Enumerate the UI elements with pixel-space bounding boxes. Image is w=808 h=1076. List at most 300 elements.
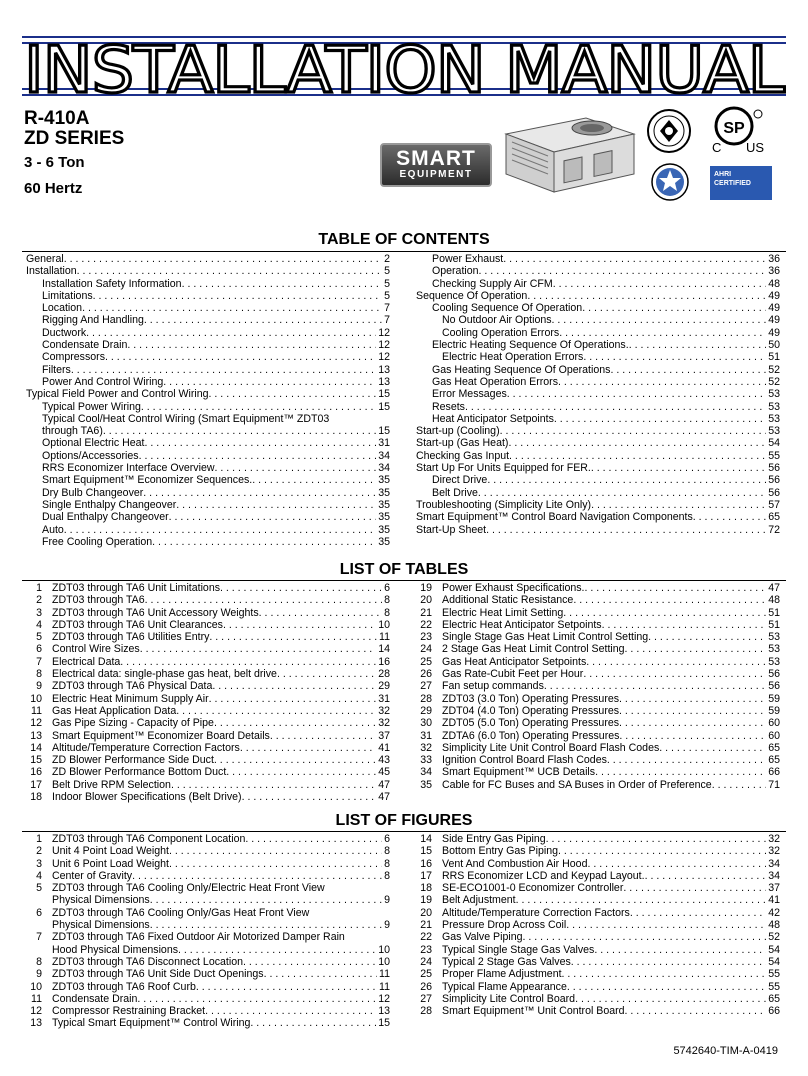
toc-entry-title: through TA6): [42, 425, 103, 438]
figure-page: 11: [379, 980, 390, 993]
table-page: 53: [768, 643, 780, 656]
dot-leader: [64, 524, 376, 536]
table-entry[interactable]: [26, 693, 390, 705]
figure-title: Typical Smart Equipment™ Control Wiring: [52, 1017, 251, 1030]
toc-entry-page: 13: [378, 375, 390, 388]
figure-title: Vent And Combustion Air Hood: [442, 857, 588, 870]
toc-entry-title: Gas Heating Sequence Of Operations: [432, 363, 611, 376]
toc-entry[interactable]: [26, 351, 390, 363]
dot-leader: [575, 993, 766, 1005]
table-title: ZDT03 through TA6 Unit Limitations: [52, 582, 221, 594]
toc-entry-page: 35: [378, 474, 390, 487]
table-entry[interactable]: [416, 693, 780, 705]
toc-entry[interactable]: [26, 511, 390, 523]
toc-entry[interactable]: [416, 376, 780, 388]
dot-leader: [619, 693, 766, 705]
figure-title: Condensate Drain: [52, 992, 138, 1005]
toc-entry[interactable]: [26, 278, 390, 290]
figure-entry[interactable]: [416, 833, 780, 845]
dot-leader: [594, 944, 766, 956]
toc-left-column: [26, 253, 390, 548]
dot-leader: [196, 981, 377, 993]
toc-entry-page: 7: [384, 314, 390, 327]
toc-entry-title: Ductwork: [42, 326, 87, 339]
toc-entry-title: RRS Economizer Interface Overview: [42, 462, 215, 475]
figure-entry[interactable]: [26, 833, 390, 845]
table-entry[interactable]: [416, 754, 780, 766]
table-title: Electric Heat Minimum Supply Air: [52, 692, 209, 705]
figure-title: Proper Flame Adjustment: [442, 968, 562, 981]
toc-entry[interactable]: [416, 401, 780, 413]
figure-number: 5: [36, 882, 42, 895]
toc-entry-title: Heat Anticipator Setpoints: [432, 412, 554, 425]
figure-page: 42: [768, 906, 780, 919]
figure-title: Unit 6 Point Load Weight: [52, 857, 169, 870]
table-page: 59: [768, 692, 780, 705]
toc-entry-page: 50: [768, 339, 780, 352]
dot-leader: [250, 1017, 376, 1029]
dot-leader: [503, 253, 766, 265]
table-title: Smart Equipment™ Economizer Board Details: [52, 729, 270, 742]
table-entry[interactable]: [26, 619, 390, 631]
toc-entry-page: 48: [768, 277, 780, 290]
table-page: 59: [768, 704, 780, 717]
toc-entry[interactable]: [416, 511, 780, 523]
dot-leader: [610, 364, 766, 376]
toc-entry-title: Limitations: [42, 289, 93, 302]
table-entry[interactable]: [26, 594, 390, 606]
toc-entry-page: 35: [378, 498, 390, 511]
dot-leader: [659, 742, 766, 754]
dot-leader: [325, 882, 388, 894]
dot-leader: [345, 931, 388, 943]
toc-entry-title: Cooling Sequence Of Operation: [432, 302, 583, 315]
table-number: 15: [30, 754, 42, 767]
toc-entry-page: 15: [378, 400, 390, 413]
toc-entry-title: Electric Heating Sequence Of Operations.: [432, 339, 629, 352]
figure-entry[interactable]: [26, 894, 390, 906]
document-number: 5742640-TIM-A-0419: [673, 1045, 778, 1057]
table-page: 31: [378, 692, 390, 705]
table-entry[interactable]: [26, 631, 390, 643]
dot-leader: [137, 993, 376, 1005]
table-entry[interactable]: [416, 705, 780, 717]
figure-number: 8: [36, 955, 42, 968]
figures-heading: LIST OF FIGURES: [335, 812, 473, 829]
toc-entry[interactable]: [416, 462, 780, 474]
figure-title: Bottom Entry Gas Piping: [442, 845, 558, 858]
dot-leader: [215, 462, 377, 474]
figure-title: Unit 4 Point Load Weight: [52, 845, 169, 858]
table-entry[interactable]: [416, 730, 780, 742]
table-entry[interactable]: [26, 742, 390, 754]
dot-leader: [625, 1005, 767, 1017]
figure-entry[interactable]: [416, 956, 780, 968]
ahri-certified-logo: AHRI CERTIFIED: [710, 166, 772, 200]
figure-title: Typical Single Stage Gas Valves: [442, 943, 595, 956]
table-entry[interactable]: [26, 717, 390, 729]
dot-leader: [140, 643, 376, 655]
table-title: Power Exhaust Specifications.: [442, 582, 585, 594]
toc-entry[interactable]: [416, 327, 780, 339]
figure-entry[interactable]: [416, 882, 780, 894]
dot-leader: [583, 668, 766, 680]
toc-entry[interactable]: [26, 265, 390, 277]
dot-leader: [169, 511, 377, 523]
toc-entry[interactable]: [416, 339, 780, 351]
toc-entry[interactable]: [26, 524, 390, 536]
figure-entry[interactable]: [26, 919, 390, 931]
toc-entry[interactable]: [26, 536, 390, 548]
toc-entry[interactable]: [26, 425, 390, 437]
dot-leader: [243, 956, 376, 968]
figure-entry[interactable]: [26, 882, 390, 894]
figure-number: 15: [420, 845, 432, 858]
table-number: 29: [420, 704, 432, 717]
figure-entry[interactable]: [26, 981, 390, 993]
table-title: Electric Heat Limit Setting: [442, 606, 564, 619]
table-title: Altitude/Temperature Correction Factors: [52, 741, 240, 754]
toc-entry-title: Condensate Drain: [42, 339, 128, 352]
dot-leader: [93, 290, 382, 302]
figure-page: 41: [768, 894, 780, 907]
figure-page: 37: [768, 882, 780, 895]
dot-leader: [595, 766, 766, 778]
table-title: Gas Heat Application Data: [52, 704, 177, 717]
figure-entry[interactable]: [416, 981, 780, 993]
table-entry[interactable]: [416, 680, 780, 692]
table-title: Control Wire Sizes: [52, 643, 140, 656]
figure-page: 66: [768, 1005, 780, 1018]
toc-entry[interactable]: [26, 376, 390, 388]
dot-leader: [220, 582, 382, 594]
toc-entry-page: 35: [378, 535, 390, 548]
toc-entry-title: Operation: [432, 265, 479, 278]
table-entry[interactable]: [26, 607, 390, 619]
dot-leader: [176, 499, 376, 511]
figure-page: 48: [768, 919, 780, 932]
figure-number: [26, 944, 42, 956]
toc-entry[interactable]: [416, 314, 780, 326]
figure-title: Compressor Restraining Bracket: [52, 1005, 206, 1018]
table-number: 17: [30, 778, 42, 791]
table-entry[interactable]: [416, 766, 780, 778]
figure-entry[interactable]: [416, 993, 780, 1005]
figure-page: 65: [768, 992, 780, 1005]
csa-us-label: US: [746, 140, 765, 155]
figure-number: 4: [36, 869, 42, 882]
figure-entry[interactable]: [416, 944, 780, 956]
table-entry[interactable]: [26, 766, 390, 778]
figure-number: 21: [420, 919, 432, 932]
tables-rule: [22, 580, 786, 581]
table-title: Electric Heat Anticipator Setpoints: [442, 618, 602, 631]
table-page: 53: [768, 655, 780, 668]
figure-page: 52: [768, 931, 780, 944]
toc-entry[interactable]: [26, 388, 390, 400]
table-entry[interactable]: [416, 779, 780, 791]
table-title: Gas Heat Anticipator Setpoints: [442, 655, 587, 668]
table-title: 2 Stage Gas Heat Limit Control Setting: [442, 643, 625, 656]
toc-entry-page: 49: [768, 314, 780, 327]
dot-leader: [712, 779, 767, 791]
figure-number: 25: [420, 968, 432, 981]
toc-entry[interactable]: [26, 253, 390, 265]
table-entry[interactable]: [26, 779, 390, 791]
dot-leader: [554, 413, 766, 425]
toc-entry[interactable]: [26, 302, 390, 314]
table-number: 6: [36, 643, 42, 656]
figure-page: 11: [379, 968, 390, 981]
figure-entry[interactable]: [416, 894, 780, 906]
toc-entry[interactable]: [416, 290, 780, 302]
design-certified-star-icon: [650, 160, 690, 204]
toc-entry-page: 5: [384, 289, 390, 302]
figure-page: [388, 907, 390, 919]
table-page: 41: [378, 741, 390, 754]
table-entry[interactable]: [26, 643, 390, 655]
figure-page: 9: [384, 894, 390, 907]
tables-right-column: [416, 582, 780, 791]
toc-entry[interactable]: [26, 487, 390, 499]
toc-entry[interactable]: [416, 364, 780, 376]
table-title: Single Stage Gas Heat Limit Control Setting: [442, 631, 649, 644]
table-page: 60: [768, 717, 780, 730]
dot-leader: [139, 450, 377, 462]
toc-entry[interactable]: [26, 327, 390, 339]
dot-leader: [143, 487, 376, 499]
toc-entry-title: Troubleshooting (Simplicity Lite Only): [416, 498, 592, 511]
toc-entry[interactable]: [416, 253, 780, 265]
table-entry[interactable]: [416, 643, 780, 655]
table-entry[interactable]: [26, 705, 390, 717]
figure-entry[interactable]: [26, 993, 390, 1005]
dot-leader: [619, 717, 766, 729]
table-entry[interactable]: [26, 668, 390, 680]
dot-leader: [214, 754, 376, 766]
svg-text:INSTALLATION MANUAL: INSTALLATION MANUAL: [24, 34, 786, 104]
figure-page: 55: [768, 980, 780, 993]
table-entry[interactable]: [26, 754, 390, 766]
figure-title: ZDT03 through TA6 Component Location: [52, 833, 246, 845]
figure-entry[interactable]: [26, 1017, 390, 1029]
toc-entry[interactable]: [416, 437, 780, 449]
toc-entry[interactable]: [26, 437, 390, 449]
dot-leader: [270, 730, 376, 742]
table-entry[interactable]: [416, 619, 780, 631]
toc-entry-page: 31: [378, 437, 390, 450]
toc-entry-page: 55: [768, 449, 780, 462]
figure-entry[interactable]: [416, 907, 780, 919]
figure-number: 18: [420, 882, 432, 895]
dot-leader: [309, 907, 388, 919]
toc-entry-page: 7: [384, 302, 390, 315]
figure-entry[interactable]: [416, 968, 780, 980]
table-entry[interactable]: [416, 594, 780, 606]
figure-number: 27: [420, 992, 432, 1005]
dot-leader: [587, 858, 766, 870]
table-entry[interactable]: [26, 582, 390, 594]
figure-entry[interactable]: [416, 870, 780, 882]
toc-entry[interactable]: [26, 290, 390, 302]
figure-page: 32: [768, 845, 780, 858]
toc-entry-title: Compressors: [42, 351, 105, 364]
toc-entry[interactable]: [416, 388, 780, 400]
figure-number: 3: [36, 857, 42, 870]
figure-entry[interactable]: [26, 845, 390, 857]
dot-leader: [182, 278, 383, 290]
figure-entry[interactable]: [26, 944, 390, 956]
toc-entry[interactable]: [416, 487, 780, 499]
table-entry[interactable]: [416, 656, 780, 668]
dot-leader: [559, 327, 766, 339]
table-entry[interactable]: [416, 717, 780, 729]
figure-entry[interactable]: [26, 858, 390, 870]
figure-number: 22: [420, 931, 432, 944]
table-number: 34: [420, 766, 432, 779]
dot-leader: [571, 956, 766, 968]
toc-entry[interactable]: [416, 302, 780, 314]
dot-leader: [558, 845, 766, 857]
dot-leader: [240, 742, 376, 754]
refrigerant-label: R-410A: [24, 108, 90, 129]
table-number: 19: [420, 582, 432, 594]
toc-entry[interactable]: [26, 314, 390, 326]
figure-title: ZDT03 through TA6 Roof Curb: [52, 980, 196, 993]
toc-entry[interactable]: [416, 425, 780, 437]
table-title: ZDT03 through TA6 Utilities Entry: [52, 631, 210, 644]
dot-leader: [630, 907, 766, 919]
toc-entry-title: Location: [42, 302, 83, 315]
table-entry[interactable]: [26, 656, 390, 668]
figures-rule: [22, 831, 786, 832]
table-title: Cable for FC Buses and SA Buses in Order of Preference: [442, 778, 712, 791]
toc-entry[interactable]: [416, 474, 780, 486]
table-entry[interactable]: [416, 631, 780, 643]
figure-page: 12: [378, 992, 390, 1005]
table-title: Electrical data: single-phase gas heat, belt drive: [52, 668, 277, 681]
toc-entry-page: 53: [768, 412, 780, 425]
dot-leader: [71, 364, 376, 376]
dot-leader: [176, 705, 376, 717]
toc-entry[interactable]: [26, 462, 390, 474]
toc-entry[interactable]: [26, 450, 390, 462]
table-entry[interactable]: [416, 742, 780, 754]
toc-entry[interactable]: [416, 524, 780, 536]
banner-title: [22, 28, 786, 104]
dot-leader: [619, 705, 766, 717]
dot-leader: [252, 474, 376, 486]
figure-entry[interactable]: [26, 870, 390, 882]
toc-entry-page: 53: [768, 400, 780, 413]
toc-entry-title: Installation Safety Information: [42, 277, 182, 290]
toc-heading: TABLE OF CONTENTS: [318, 231, 490, 248]
figure-page: 54: [768, 943, 780, 956]
toc-entry[interactable]: [26, 339, 390, 351]
table-page: 16: [378, 655, 390, 668]
dot-leader: [591, 462, 766, 474]
figure-entry[interactable]: [26, 1005, 390, 1017]
figure-entry[interactable]: [416, 931, 780, 943]
figure-entry[interactable]: [416, 845, 780, 857]
figure-title: RRS Economizer LCD and Keypad Layout.: [442, 869, 645, 882]
toc-entry-title: Start-up (Gas Heat): [416, 437, 509, 450]
toc-entry-page: 34: [378, 462, 390, 475]
table-page: 37: [378, 729, 390, 742]
figure-title: ZDT03 through TA6 Cooling Only/Electric Heat Front View: [52, 882, 325, 895]
toc-entry[interactable]: [26, 401, 390, 413]
table-entry[interactable]: [26, 791, 390, 803]
dot-leader: [629, 339, 767, 351]
table-entry[interactable]: [416, 607, 780, 619]
figure-title: Center of Gravity: [52, 869, 133, 882]
dot-leader: [583, 351, 766, 363]
table-entry[interactable]: [26, 730, 390, 742]
dot-leader: [64, 253, 382, 265]
table-entry[interactable]: [26, 680, 390, 692]
toc-entry-title: Start-up (Cooling): [416, 425, 500, 438]
table-title: Additional Static Resistance: [442, 594, 574, 607]
toc-entry-title: Sequence Of Operation: [416, 289, 528, 302]
figure-entry[interactable]: [26, 956, 390, 968]
toc-entry[interactable]: [26, 413, 390, 425]
table-title: ZDT03 through TA6 Physical Data: [52, 680, 213, 693]
figure-page: 15: [378, 1017, 390, 1030]
toc-entry[interactable]: [416, 351, 780, 363]
dot-leader: [214, 717, 376, 729]
dot-leader: [209, 631, 377, 643]
toc-entry-title: Auto: [42, 523, 64, 536]
toc-entry[interactable]: [26, 474, 390, 486]
table-entry[interactable]: [416, 668, 780, 680]
toc-entry-page: 35: [378, 511, 390, 524]
dot-leader: [562, 968, 767, 980]
toc-entry[interactable]: [26, 364, 390, 376]
toc-entry[interactable]: [416, 450, 780, 462]
table-title: Fan setup commands: [442, 680, 544, 693]
toc-entry-page: [388, 413, 390, 425]
toc-entry-page: 35: [378, 486, 390, 499]
table-entry[interactable]: [416, 582, 780, 594]
rooftop-unit-illustration: [502, 104, 638, 196]
table-page: 66: [768, 766, 780, 779]
figure-entry[interactable]: [416, 858, 780, 870]
toc-entry-page: 12: [378, 339, 390, 352]
toc-entry[interactable]: [416, 265, 780, 277]
toc-entry-title: Single Enthalpy Changeover: [42, 498, 177, 511]
figure-entry[interactable]: [26, 931, 390, 943]
dot-leader: [171, 779, 376, 791]
table-number: 3: [36, 606, 42, 619]
toc-entry-page: 53: [768, 388, 780, 401]
toc-entry[interactable]: [416, 278, 780, 290]
figure-entry[interactable]: [26, 907, 390, 919]
toc-entry[interactable]: [416, 499, 780, 511]
toc-entry[interactable]: [26, 499, 390, 511]
dot-leader: [546, 833, 767, 845]
table-number: 30: [420, 717, 432, 730]
figure-entry[interactable]: [416, 1005, 780, 1017]
dot-leader: [619, 730, 766, 742]
dot-leader: [163, 376, 376, 388]
figure-entry[interactable]: [26, 968, 390, 980]
figure-number: 6: [36, 906, 42, 919]
toc-entry-page: 5: [384, 277, 390, 290]
figure-title: Pressure Drop Across Coil: [442, 919, 567, 932]
figure-entry[interactable]: [416, 919, 780, 931]
toc-entry[interactable]: [416, 413, 780, 425]
figure-page: 54: [768, 955, 780, 968]
